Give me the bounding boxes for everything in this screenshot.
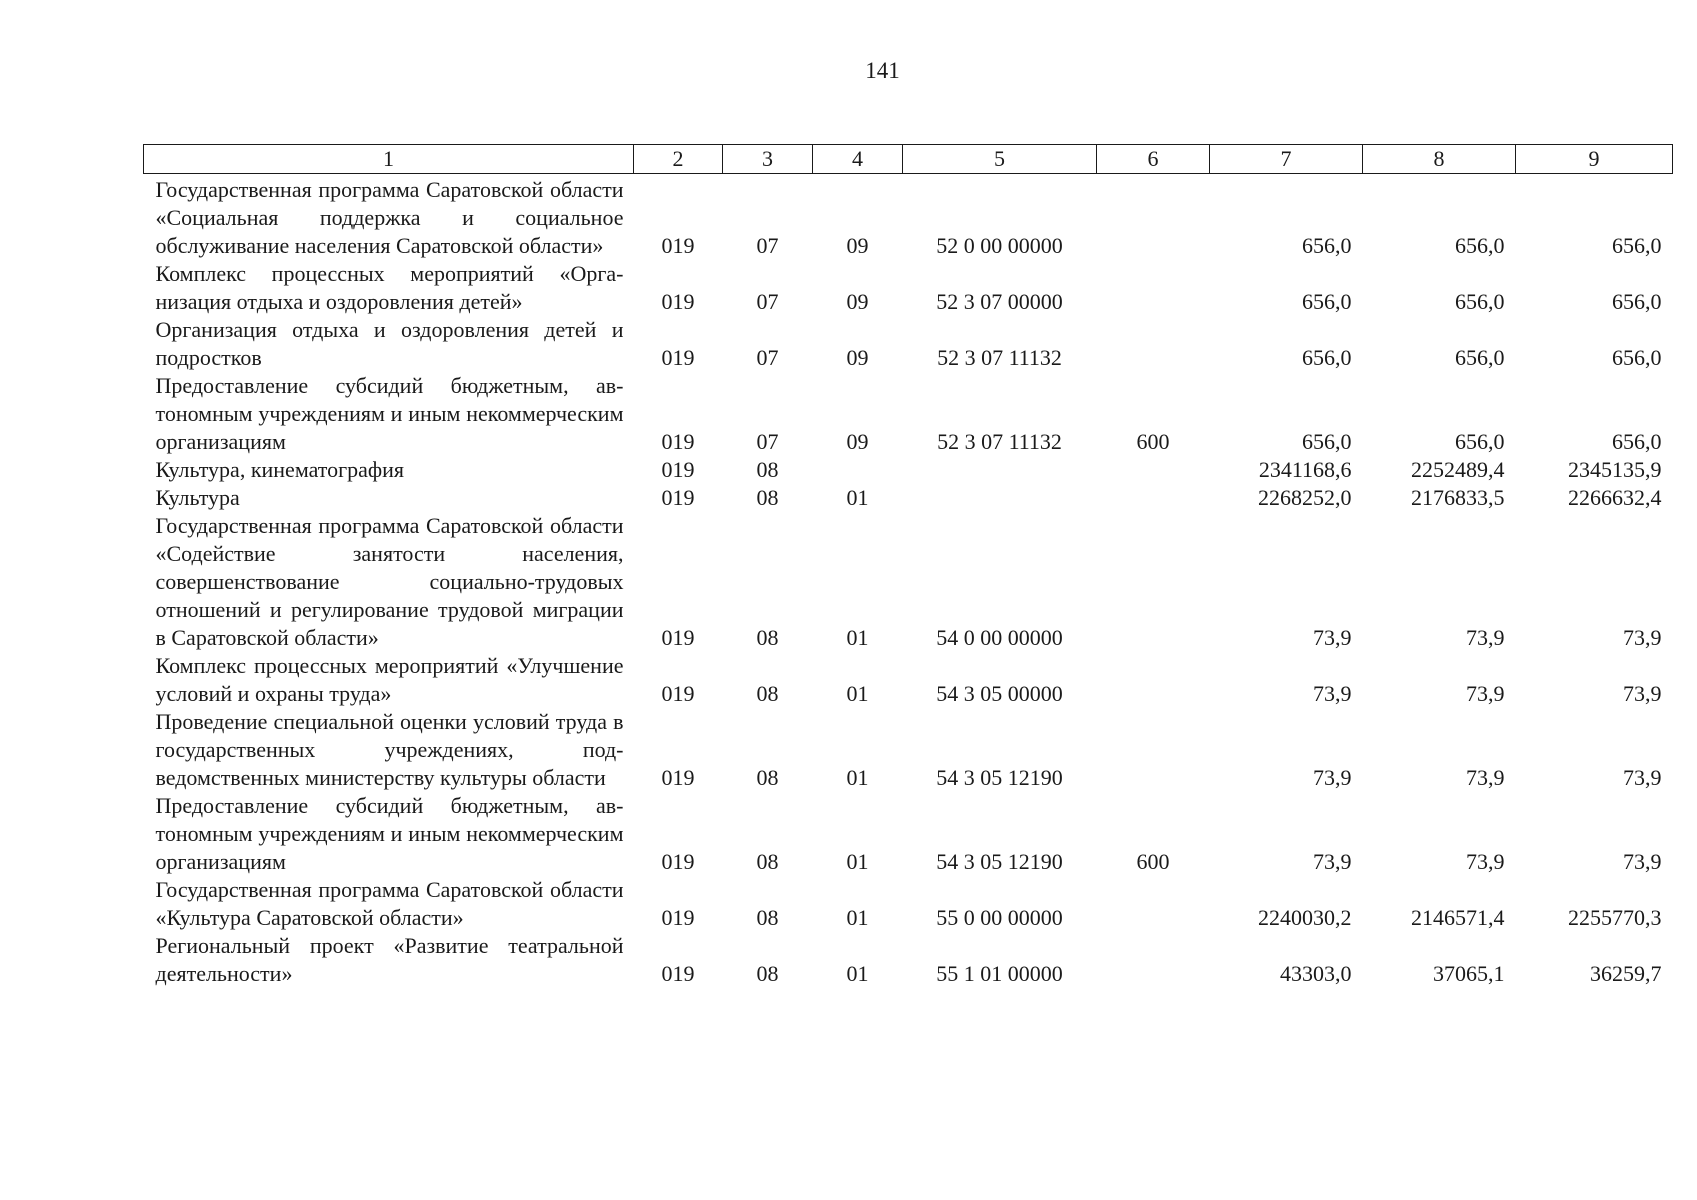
cell-expense-type (1097, 484, 1210, 512)
cell-subsection: 01 (846, 625, 869, 650)
row-name: Культура, кинематография (155, 457, 405, 482)
header-col-5: 5 (903, 145, 1097, 174)
cell-amount-8: 73,9 (1466, 849, 1505, 874)
cell-ministry: 019 (661, 849, 695, 874)
cell-amount-8: 2176833,5 (1411, 485, 1505, 510)
table-row (144, 260, 1673, 316)
cell-expense-type (1097, 876, 1210, 932)
cell-amount-9: 656,0 (1612, 233, 1662, 258)
cell-amount-8: 656,0 (1455, 429, 1505, 454)
cell-amount-7: 656,0 (1302, 233, 1352, 258)
cell-ministry: 019 (661, 429, 695, 454)
cell-target-article: 52 3 07 11132 (937, 345, 1062, 370)
table-row (144, 456, 1673, 484)
cell-subsection: 01 (846, 905, 869, 930)
cell-amount-9: 73,9 (1623, 625, 1662, 650)
cell-ministry: 019 (661, 345, 695, 370)
cell-ministry: 019 (661, 961, 695, 986)
table-row (144, 316, 1673, 372)
header-col-8: 8 (1363, 145, 1516, 174)
cell-section: 08 (756, 485, 779, 510)
table-row (144, 484, 1673, 512)
cell-target-article: 52 3 07 11132 (937, 429, 1062, 454)
cell-target-article (903, 456, 1097, 484)
row-name: Комплекс процессных мероприятий «Организация отдыха и оздоровления детей» (155, 261, 624, 314)
cell-section: 08 (756, 961, 779, 986)
row-name: Комплекс процессных мероприятий «Улучшение условий и охраны труда» (155, 653, 624, 706)
cell-expense-type: 600 (1136, 849, 1170, 874)
cell-amount-9: 656,0 (1612, 429, 1662, 454)
cell-amount-7: 656,0 (1302, 289, 1352, 314)
cell-amount-7: 73,9 (1313, 625, 1352, 650)
table-row (144, 512, 1673, 652)
cell-target-article: 54 0 00 00000 (936, 625, 1063, 650)
cell-ministry: 019 (661, 457, 695, 482)
cell-subsection: 01 (846, 681, 869, 706)
cell-amount-8: 73,9 (1466, 765, 1505, 790)
cell-expense-type (1097, 512, 1210, 652)
cell-subsection: 01 (846, 849, 869, 874)
cell-expense-type (1097, 260, 1210, 316)
row-name: Культура (155, 485, 240, 510)
cell-amount-9: 36259,7 (1590, 961, 1662, 986)
cell-ministry: 019 (661, 681, 695, 706)
header-col-3: 3 (723, 145, 813, 174)
cell-amount-9: 2345135,9 (1568, 457, 1662, 482)
cell-section: 08 (756, 905, 779, 930)
header-col-2: 2 (634, 145, 723, 174)
cell-section: 07 (756, 429, 779, 454)
cell-target-article (903, 484, 1097, 512)
cell-amount-7: 656,0 (1302, 345, 1352, 370)
cell-subsection: 09 (846, 233, 869, 258)
header-col-4: 4 (813, 145, 903, 174)
cell-section: 07 (756, 345, 779, 370)
cell-amount-9: 2255770,3 (1568, 905, 1662, 930)
table-row (144, 174, 1673, 261)
cell-section: 08 (756, 457, 779, 482)
cell-amount-9: 656,0 (1612, 289, 1662, 314)
cell-amount-8: 656,0 (1455, 345, 1505, 370)
cell-target-article: 52 0 00 00000 (936, 233, 1063, 258)
header-row (144, 145, 1673, 174)
cell-amount-9: 73,9 (1623, 765, 1662, 790)
cell-target-article: 54 3 05 12190 (936, 849, 1063, 874)
cell-amount-7: 43303,0 (1280, 961, 1352, 986)
cell-amount-9: 73,9 (1623, 849, 1662, 874)
cell-amount-9: 73,9 (1623, 681, 1662, 706)
cell-amount-7: 2240030,2 (1258, 905, 1352, 930)
header-col-6: 6 (1097, 145, 1210, 174)
cell-target-article: 55 0 00 00000 (936, 905, 1063, 930)
cell-expense-type (1097, 708, 1210, 792)
cell-subsection: 09 (846, 345, 869, 370)
cell-amount-8: 73,9 (1466, 625, 1505, 650)
header-col-1: 1 (144, 145, 634, 174)
cell-subsection: 09 (846, 429, 869, 454)
cell-ministry: 019 (661, 905, 695, 930)
row-name: Государственная программа Саратовской области «Культура Саратовской области» (155, 877, 624, 930)
cell-amount-8: 2146571,4 (1411, 905, 1505, 930)
table-row (144, 932, 1673, 988)
row-name: Предоставление субсидий бюджетным, автономным учреждениям и иным некоммерческим организациям (155, 793, 624, 874)
cell-section: 07 (756, 289, 779, 314)
budget-table (143, 144, 1673, 988)
row-name: Предоставление субсидий бюджетным, автономным учреждениям и иным некоммерческим организациям (155, 373, 624, 454)
cell-amount-8: 73,9 (1466, 681, 1505, 706)
cell-expense-type (1097, 316, 1210, 372)
row-name: Государственная программа Саратовской области «Содействие занятости населения, совершенствование социально-трудовых отношений и регулирование трудовой миграции в Саратовской области» (155, 513, 624, 650)
cell-section: 08 (756, 849, 779, 874)
header-col-9: 9 (1516, 145, 1673, 174)
cell-amount-7: 2268252,0 (1258, 485, 1352, 510)
cell-expense-type (1097, 652, 1210, 708)
cell-target-article: 54 3 05 12190 (936, 765, 1063, 790)
cell-ministry: 019 (661, 289, 695, 314)
cell-ministry: 019 (661, 765, 695, 790)
row-name: Государственная программа Саратовской области «Социальная поддержка и социальное обслуживание населения Саратовской области» (155, 177, 624, 258)
cell-expense-type (1097, 174, 1210, 261)
table-row (144, 372, 1673, 456)
cell-expense-type (1097, 456, 1210, 484)
cell-amount-9: 656,0 (1612, 345, 1662, 370)
cell-target-article: 54 3 05 00000 (936, 681, 1063, 706)
row-name: Проведение специальной оценки условий труда в государственных учреждениях, подведомственных министерству культуры области (155, 709, 624, 790)
table-row (144, 652, 1673, 708)
cell-expense-type: 600 (1136, 429, 1170, 454)
cell-amount-8: 656,0 (1455, 289, 1505, 314)
cell-subsection: 09 (846, 289, 869, 314)
cell-section: 08 (756, 681, 779, 706)
cell-section: 08 (756, 765, 779, 790)
cell-expense-type (1097, 932, 1210, 988)
table-row (144, 876, 1673, 932)
cell-subsection (813, 456, 903, 484)
cell-ministry: 019 (661, 625, 695, 650)
cell-target-article: 55 1 01 00000 (936, 961, 1063, 986)
cell-section: 07 (756, 233, 779, 258)
cell-subsection: 01 (846, 765, 869, 790)
table-body (144, 174, 1673, 989)
cell-subsection: 01 (846, 485, 869, 510)
cell-amount-8: 656,0 (1455, 233, 1505, 258)
cell-amount-7: 73,9 (1313, 849, 1352, 874)
header-col-7: 7 (1210, 145, 1363, 174)
cell-ministry: 019 (661, 233, 695, 258)
cell-section: 08 (756, 625, 779, 650)
table-row (144, 792, 1673, 876)
cell-amount-7: 73,9 (1313, 681, 1352, 706)
page-number: 141 (865, 58, 900, 83)
cell-target-article: 52 3 07 00000 (936, 289, 1063, 314)
table-header (144, 145, 1673, 174)
cell-amount-9: 2266632,4 (1568, 485, 1662, 510)
cell-amount-7: 73,9 (1313, 765, 1352, 790)
row-name: Региональный проект «Развитие театральной деятельности» (155, 933, 624, 986)
cell-amount-8: 2252489,4 (1411, 457, 1505, 482)
cell-amount-7: 656,0 (1302, 429, 1352, 454)
row-name: Организация отдыха и оздоровления детей и подростков (155, 317, 624, 370)
cell-amount-7: 2341168,6 (1258, 457, 1352, 482)
cell-amount-8: 37065,1 (1433, 961, 1505, 986)
cell-subsection: 01 (846, 961, 869, 986)
cell-ministry: 019 (661, 485, 695, 510)
table-row (144, 708, 1673, 792)
